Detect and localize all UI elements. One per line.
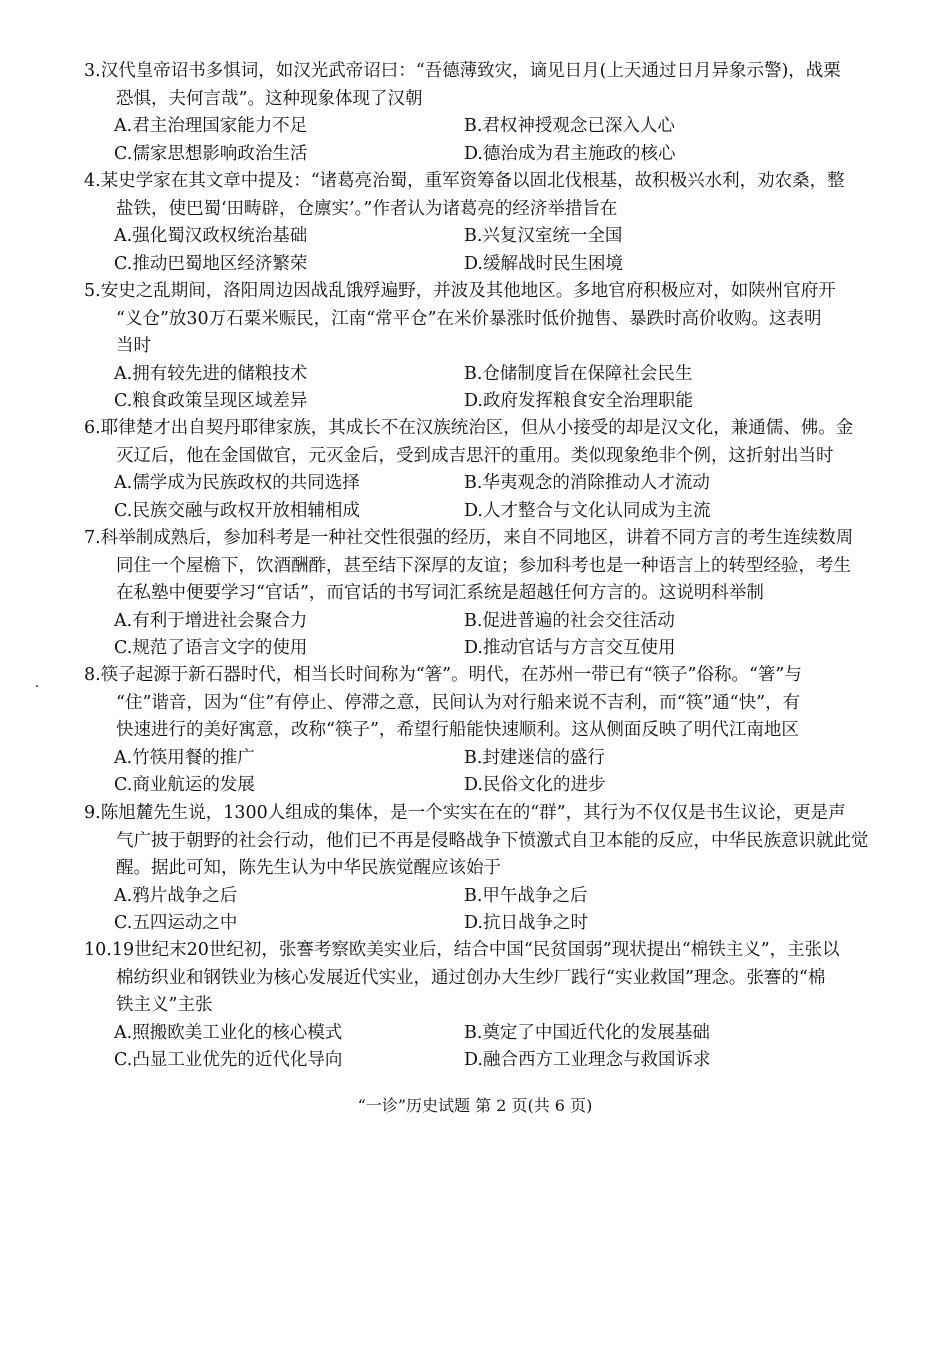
options <box>84 470 874 525</box>
option-d: D.抗日战争之时 <box>464 913 588 933</box>
options <box>84 883 874 938</box>
option-a: A.强化蜀汉政权统治基础 <box>114 226 308 246</box>
option-a: A.拥有较先进的储粮技术 <box>114 363 308 384</box>
option-c: C.粮食政策呈现区域差异 <box>114 391 308 411</box>
question-8 <box>84 662 874 800</box>
option-b: B.兴复汉室统一全国 <box>464 226 623 246</box>
stem-line: 同住一个屋檐下，饮酒酬酢，甚至结下深厚的友谊；参加科考也是一种语言上的转型经验，考生 <box>116 555 851 576</box>
option-d: D.人才整合与文化认同成为主流 <box>464 500 711 521</box>
option-d: D.推动官话与方言交互使用 <box>464 638 676 658</box>
stem-line: 恐惧，夫何言哉”。这种现象体现了汉朝 <box>116 88 423 109</box>
stem-line: “义仓”放30万石粟米赈民，江南“常平仓”在米价暴涨时低价抛售、暴跌时高价收购。这表明 <box>116 308 822 329</box>
question-5 <box>84 278 874 416</box>
option-b: B.华夷观念的消除推动人才流动 <box>464 473 710 493</box>
question-10 <box>84 937 874 1075</box>
option-a: A.儒学成为民族政权的共同选择 <box>114 473 360 493</box>
option-d: D.民俗文化的进步 <box>464 775 606 795</box>
stem-line: 9.陈旭麓先生说，1300人组成的集体，是一个实实在在的“群”，其行为不仅仅是书生议论，更是声 <box>84 803 846 823</box>
options <box>84 113 874 168</box>
question-stem <box>84 662 874 745</box>
stem-line: “住”谐音，因为“住”有停止、停滞之意，民间认为对行船来说不吉利，而“筷”通“快”，有 <box>116 692 801 713</box>
option-a: A.竹筷用餐的推广 <box>114 747 255 768</box>
question-3 <box>84 58 874 168</box>
question-stem <box>84 800 874 883</box>
question-4 <box>84 168 874 278</box>
option-c: C.五四运动之中 <box>114 913 238 933</box>
question-6 <box>84 415 874 525</box>
option-d: D.政府发挥粮食安全治理职能 <box>464 391 693 411</box>
stem-line: 醒。据此可知，陈先生认为中华民族觉醒应该始于 <box>116 858 501 878</box>
stem-line: 4.某史学家在其文章中提及：“诸葛亮治蜀，重军资筹备以固北伐根基，故积极兴水利，劝农桑，整 <box>84 171 845 191</box>
option-b: B.封建迷信的盛行 <box>464 747 605 768</box>
stem-line: 铁主义”主张 <box>116 995 213 1015</box>
page-footer: “一诊”历史试题 第 2 页(共 6 页) <box>357 1096 593 1115</box>
options <box>84 223 874 278</box>
option-c: C.推动巴蜀地区经济繁荣 <box>114 253 308 274</box>
question-stem <box>84 937 874 1020</box>
option-c: C.凸显工业优先的近代化导向 <box>114 1050 343 1070</box>
question-stem <box>84 525 874 608</box>
stem-line: 棉纺织业和钢铁业为核心发展近代实业，通过创办大生纱厂践行“实业救国”理念。张謇的“棉 <box>116 967 826 988</box>
options <box>84 1020 874 1075</box>
question-stem <box>84 415 874 470</box>
option-a: A.有利于增进社会聚合力 <box>114 610 308 631</box>
option-a: A.君主治理国家能力不足 <box>114 116 308 136</box>
option-d: D.缓解战时民生困境 <box>464 253 623 274</box>
option-c: C.商业航运的发展 <box>114 775 255 795</box>
stem-line: 7.科举制成熟后，参加科考是一种社交性很强的经历，来自不同地区，讲着不同方言的考生连续数周 <box>84 528 854 548</box>
option-a: A.照搬欧美工业化的核心模式 <box>114 1022 343 1043</box>
stem-line: 10.19世纪末20世纪初，张謇考察欧美实业后，结合中国“民贫国弱”现状提出“棉铁主义”，主张以 <box>84 940 840 960</box>
stray-mark <box>36 685 38 687</box>
option-b: B.甲午战争之后 <box>464 885 588 906</box>
option-b: B.奠定了中国近代化的发展基础 <box>464 1022 710 1043</box>
question-7 <box>84 525 874 663</box>
options <box>84 745 874 800</box>
stem-line: 8.筷子起源于新石器时代，相当长时间称为“箸”。明代，在苏州一带已有“筷子”俗称。“箸”与 <box>84 665 802 685</box>
option-c: C.民族交融与政权开放相辅相成 <box>114 500 360 521</box>
option-c: C.规范了语言文字的使用 <box>114 638 308 658</box>
option-d: D.融合西方工业理念与救国诉求 <box>464 1050 711 1070</box>
option-a: A.鸦片战争之后 <box>114 885 238 906</box>
stem-line: 在私塾中便要学习“官话”，而官话的书写词汇系统是超越任何方言的。这说明科举制 <box>116 583 764 603</box>
option-c: C.儒家思想影响政治生活 <box>114 143 308 164</box>
stem-line: 5.安史之乱期间，洛阳周边因战乱饿殍遍野，并波及其他地区。多地官府积极应对，如陕州官府开 <box>84 281 836 301</box>
stem-line: 灭辽后，他在金国做官，元灭金后，受到成吉思汗的重用。类似现象绝非个例，这折射出当时 <box>116 445 834 466</box>
question-stem <box>84 168 874 223</box>
stem-line: 快速进行的美好寓意，改称“筷子”，希望行船能快速顺利。这从侧面反映了明代江南地区 <box>116 720 799 740</box>
option-d: D.德治成为君主施政的核心 <box>464 143 676 164</box>
options <box>84 361 874 416</box>
question-9 <box>84 800 874 938</box>
stem-line: 3.汉代皇帝诏书多惧词，如汉光武帝诏曰：“吾德薄致灾，谪见日月(上天通过日月异象示警)，战栗 <box>84 61 841 81</box>
stem-line: 6.耶律楚才出自契丹耶律家族，其成长不在汉族统治区，但从小接受的却是汉文化，兼通儒、佛。金 <box>84 418 854 438</box>
question-stem <box>84 58 874 113</box>
option-b: B.君权神授观念已深入人心 <box>464 116 675 136</box>
stem-line: 盐铁，使巴蜀‘田畴辟，仓廪实’。”作者认为诸葛亮的经济举措旨在 <box>116 198 618 219</box>
option-b: B.仓储制度旨在保障社会民生 <box>464 363 693 384</box>
stem-line: 气广披于朝野的社会行动，他们已不再是侵略战争下愤激式自卫本能的反应，中华民族意识就此觉 <box>116 830 869 851</box>
option-b: B.促进普遍的社会交往活动 <box>464 610 675 631</box>
options <box>84 608 874 663</box>
question-stem <box>84 278 874 361</box>
stem-line: 当时 <box>116 336 151 356</box>
